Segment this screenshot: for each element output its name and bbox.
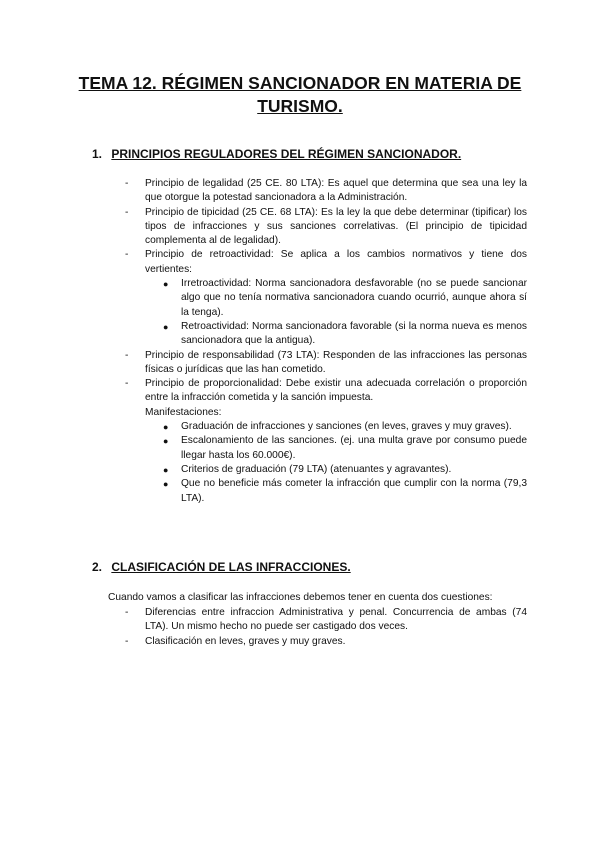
list-item [145, 477, 527, 506]
dash-marker: - [125, 607, 129, 618]
sub-item-retroactividad: Retroactividad: Norma sancionadora favorable (si la norma nueva es menos sancionadora que la antigua). [181, 320, 527, 347]
bullet-icon: ● [163, 464, 169, 475]
bullet-icon: ● [163, 279, 169, 290]
list-item [125, 635, 527, 649]
dash-marker: - [125, 635, 129, 647]
bullet-icon: ● [163, 436, 169, 447]
bullet-icon: ● [163, 321, 169, 332]
section-2-title: CLASIFICACIÓN DE LAS INFRACCIONES. [111, 560, 351, 574]
infraction-differences: Diferencias entre infraccion Administrativa y penal. Concurrencia de ambas (74 LTA). Un mismo hecho no puede ser castigado dos veces. [145, 607, 527, 633]
list-item [125, 206, 527, 249]
list-item [125, 248, 527, 348]
section-1-heading [92, 146, 461, 162]
list-item [145, 434, 527, 463]
principle-responsabilidad: Principio de responsabilidad (73 LTA): Responden de las infracciones las personas físicas o jurídicas que las han cometido. [145, 349, 527, 375]
bullet-icon: ● [163, 422, 169, 433]
section-1-list [125, 177, 527, 506]
sub-item-irretroactividad: Irretroactividad: Norma sancionadora desfavorable (no se puede sancionar algo que no tenía normativa sancionadora cuando ocurrió, aunque ahora sí la tenga). [181, 278, 527, 318]
list-item [125, 377, 527, 506]
manifestacion-text: Criterios de graduación (79 LTA) (atenuantes y agravantes). [181, 463, 452, 475]
list-item [125, 177, 527, 206]
bullet-icon: ● [163, 479, 169, 490]
list-item [145, 277, 527, 320]
manifestaciones-sublist [145, 420, 527, 506]
manifestaciones-label: Manifestaciones: [145, 406, 222, 418]
dash-marker: - [125, 249, 129, 261]
principle-tipicidad: Principio de tipicidad (25 CE. 68 LTA): Es la ley la que debe determinar (tipificar) los tipos de infracciones y sus sanciones correlativas. (El principio de tipicidad complementa al de legalidad). [145, 206, 527, 247]
infraction-classification: Clasificación en leves, graves y muy graves. [145, 635, 346, 647]
document-title: TEMA 12. RÉGIMEN SANCIONADOR EN MATERIA DE TURISMO. [78, 73, 522, 116]
principle-retroactividad: Principio de retroactividad: Se aplica a los cambios normativos y tiene dos vertientes: [145, 249, 527, 275]
manifestacion-text: Graduación de infracciones y sanciones (en leves, graves y muy graves). [181, 421, 512, 433]
section-2-heading [92, 559, 351, 575]
dash-marker: - [125, 349, 129, 361]
dash-marker: - [125, 206, 129, 218]
principle-legalidad: Principio de legalidad (25 CE. 80 LTA): Es aquel que determina que sea una ley la que otorgue la potestad sancionadora a la Administración. [145, 178, 527, 204]
section-2-number: 2. [92, 560, 103, 574]
section-2-intro: Cuando vamos a clasificar las infracciones debemos tener en cuenta dos cuestiones: [108, 592, 493, 603]
section-1-number: 1. [92, 147, 103, 161]
list-item [145, 320, 527, 349]
section-2-list [125, 606, 527, 649]
manifestacion-text: Que no beneficie más cometer la infracción que cumplir con la norma (79,3 LTA). [181, 478, 527, 504]
principle-proporcionalidad: Principio de proporcionalidad: Debe existir una adecuada correlación o proporción entre la infracción cometida y la sanción impuesta. [145, 378, 527, 404]
retroactividad-sublist [145, 277, 527, 348]
list-item [125, 349, 527, 378]
section-1-title: PRINCIPIOS REGULADORES DEL RÉGIMEN SANCIONADOR. [111, 147, 462, 161]
manifestacion-text: Escalonamiento de las sanciones. (ej. una multa grave por consumo puede llegar hasta los 60.000€). [181, 435, 527, 461]
dash-marker: - [125, 178, 129, 189]
list-item [125, 606, 527, 635]
list-item [145, 463, 527, 477]
list-item [145, 420, 527, 434]
dash-marker: - [125, 378, 129, 390]
